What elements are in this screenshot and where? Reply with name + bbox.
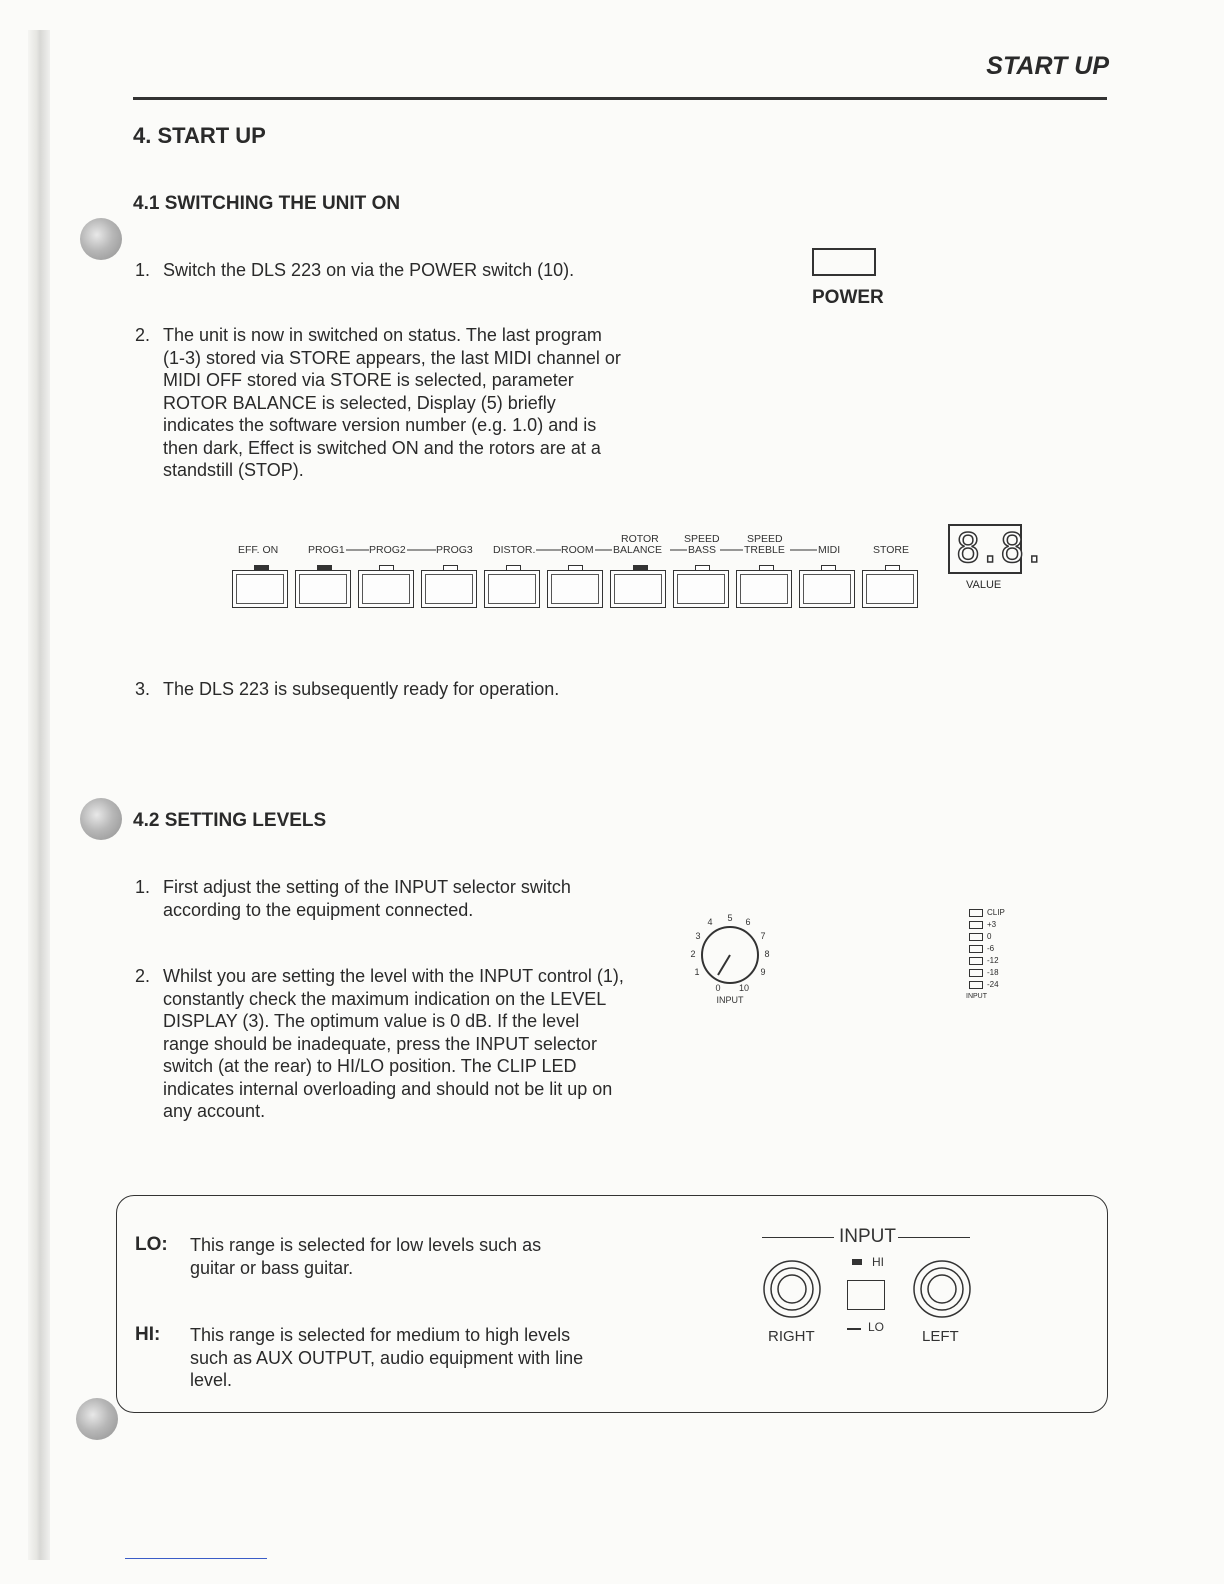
step-number: 2. bbox=[135, 966, 151, 986]
left-jack-label: LEFT bbox=[922, 1328, 959, 1345]
running-header: START UP bbox=[986, 52, 1109, 80]
input-knob-illustration bbox=[680, 905, 780, 1010]
knob-tick-3: 3 bbox=[695, 931, 701, 941]
level-row: -6 bbox=[969, 944, 994, 954]
panel-label-speed-treble-top: SPEED bbox=[747, 533, 783, 545]
step-number: 3. bbox=[135, 679, 151, 699]
panel-key-speed-treble bbox=[736, 570, 792, 608]
panel-key-speed-bass bbox=[673, 570, 729, 608]
power-label: POWER bbox=[812, 287, 884, 308]
step-2-input-level bbox=[135, 965, 625, 1123]
panel-key-distor bbox=[484, 570, 540, 608]
step-number: 2. bbox=[135, 325, 151, 345]
lo-description: This range is selected for low levels such as guitar or bass guitar. bbox=[190, 1235, 542, 1278]
panel-label-prog2: PROG2 bbox=[369, 544, 406, 556]
level-row: -12 bbox=[969, 956, 999, 966]
punch-hole bbox=[76, 1398, 118, 1440]
panel-key-prog1 bbox=[295, 570, 351, 608]
panel-label-midi: MIDI bbox=[818, 544, 841, 556]
knob-tick-7: 7 bbox=[760, 931, 766, 941]
knob-tick-1: 1 bbox=[694, 967, 700, 977]
level-row: CLIP bbox=[969, 908, 1005, 918]
panel-key-room bbox=[547, 570, 603, 608]
step-text: Whilst you are setting the level with the INPUT control (1), constantly check the maximum indication on the LEVEL DISPLAY (3). The optimum value is 0 dB. If the level range should be inadequate, press the INPUT selector switch (at the rear) to HI/LO position. The CLIP LED indicates internal overloading and should not be lit up on any account. bbox=[163, 966, 624, 1121]
punch-hole bbox=[80, 798, 122, 840]
knob-tick-9: 9 bbox=[760, 967, 766, 977]
section-title: 4. START UP bbox=[133, 123, 266, 148]
step-3-ready bbox=[135, 678, 635, 701]
step-text: The DLS 223 is subsequently ready for operation. bbox=[163, 679, 560, 699]
level-row: -18 bbox=[969, 968, 999, 978]
panel-label-treble: TREBLE bbox=[744, 544, 785, 556]
panel-key-prog2 bbox=[358, 570, 414, 608]
step-1-input-selector bbox=[135, 876, 615, 921]
step-text: Switch the DLS 223 on via the POWER switch (10). bbox=[163, 260, 575, 280]
lo-key: LO: bbox=[135, 1234, 168, 1255]
knob-tick-0: 0 bbox=[715, 983, 721, 993]
panel-key-store bbox=[862, 570, 918, 608]
panel-label-rotor: ROTOR bbox=[621, 533, 659, 545]
level-row: 0 bbox=[969, 932, 991, 942]
hi-description: This range is selected for medium to high levels such as AUX OUTPUT, audio equipment with line level. bbox=[190, 1325, 584, 1390]
step-text: The unit is now in switched on status. The last program (1-3) stored via STORE appears, the last MIDI channel or MIDI OFF stored via STORE is selected, parameter ROTOR BALANCE is selected, Display (5) briefly indicates the software version number (e.g. 1.0) and is then dark, Effect is switched ON and the rotors are at a standstill (STOP). bbox=[163, 325, 621, 480]
subsection-title-setting-levels: 4.2 SETTING LEVELS bbox=[133, 810, 327, 831]
step-number: 1. bbox=[135, 877, 151, 897]
level-row: -24 bbox=[969, 980, 999, 990]
step-number: 1. bbox=[135, 260, 151, 280]
knob-label: INPUT bbox=[716, 995, 744, 1005]
level-display-label: INPUT bbox=[966, 993, 987, 1000]
knob-pointer bbox=[718, 955, 730, 975]
panel-label-distor: DISTOR. bbox=[493, 544, 536, 556]
panel-key-midi bbox=[799, 570, 855, 608]
value-label: VALUE bbox=[966, 579, 1002, 591]
panel-key-prog3 bbox=[421, 570, 477, 608]
level-row: +3 bbox=[969, 920, 996, 930]
knob-tick-8: 8 bbox=[764, 949, 770, 959]
knob-tick-5: 5 bbox=[727, 913, 733, 923]
hi-position-label: HI bbox=[872, 1255, 884, 1269]
panel-key-rotor-balance bbox=[610, 570, 666, 608]
footer-line bbox=[125, 1558, 267, 1559]
panel-label-prog3: PROG3 bbox=[436, 544, 473, 556]
panel-label-balance: BALANCE bbox=[613, 544, 663, 556]
panel-label-prog1: PROG1 bbox=[308, 544, 345, 556]
knob-tick-2: 2 bbox=[690, 949, 696, 959]
panel-label-eff-on: EFF. ON bbox=[238, 544, 279, 556]
panel-key-eff-on bbox=[232, 570, 288, 608]
value-display bbox=[948, 524, 1045, 574]
input-panel-title: INPUT bbox=[839, 1226, 896, 1247]
right-jack-label: RIGHT bbox=[768, 1328, 815, 1345]
panel-connector-lines bbox=[0, 0, 1224, 600]
knob-tick-6: 6 bbox=[745, 917, 751, 927]
panel-label-store: STORE bbox=[873, 544, 909, 556]
value-display-digits: 8.8. bbox=[956, 526, 1045, 572]
input-jacks bbox=[758, 1258, 978, 1320]
hi-key: HI: bbox=[135, 1324, 161, 1345]
knob-tick-10: 10 bbox=[738, 983, 750, 993]
subsection-title-switching-on: 4.1 SWITCHING THE UNIT ON bbox=[133, 193, 401, 214]
lo-position-label: LO bbox=[868, 1320, 885, 1334]
knob-tick-4: 4 bbox=[707, 917, 713, 927]
panel-label-speed-bass-top: SPEED bbox=[684, 533, 720, 545]
step-text: First adjust the setting of the INPUT selector switch according to the equipment connected. bbox=[163, 877, 571, 920]
panel-label-bass: BASS bbox=[688, 544, 717, 556]
panel-label-room: ROOM bbox=[561, 544, 594, 556]
